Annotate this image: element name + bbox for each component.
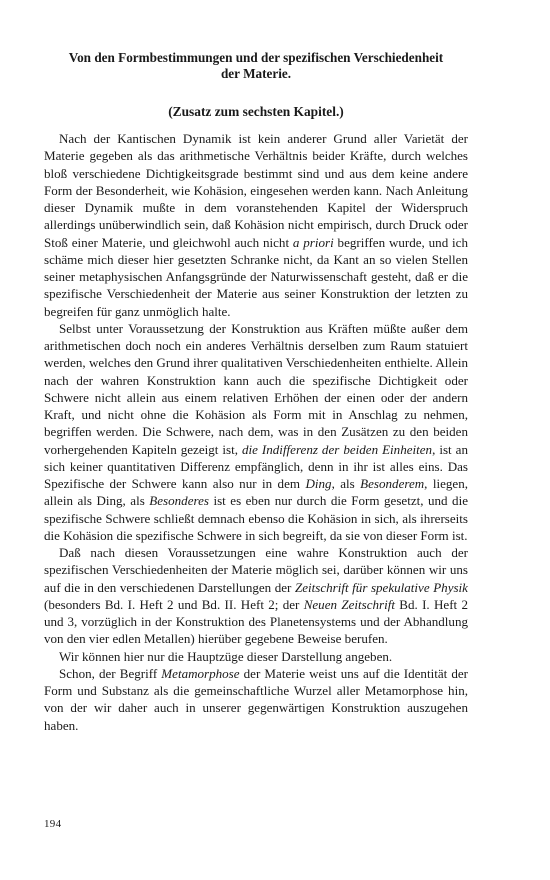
text-run: , liegen, allein als Ding, als (44, 476, 468, 509)
text-run: Daß nach diesen Voraussetzungen eine wahre Konstruktion auch der spezifischen Verschiedenheiten der Materie möglich sei, darüber können wir uns auf die in den verschiedenen Darstellungen der (44, 545, 468, 595)
page-number: 194 (44, 818, 62, 830)
paragraph (44, 320, 468, 544)
text-run: Bd. I. Heft 2 und 3, vorzüglich in der Konstruktion des Planetensystems und der Abhandlung von den vier edlen Metallen) hierüber gegebene Beweise berufen. (44, 596, 468, 647)
text-run: (besonders Bd. I. Heft 2 und Bd. II. Heft 2; der (44, 596, 304, 612)
italic-run: Zeitschrift für spekulative Physik (294, 579, 468, 595)
paragraph (44, 130, 468, 320)
italic-run: die Indifferenz der beiden Einheiten (241, 441, 433, 457)
italic-run: Besonderes (149, 493, 209, 509)
italic-run: Metamorphose (161, 665, 240, 681)
text-run: , als (331, 476, 361, 491)
heading-line-2: der Materie. (220, 66, 292, 81)
text-run: der Materie weist uns auf die Identität der Form und Substanz als die gemeinschaftliche Wurzel aller Metamorphose hin, von der wir daher auch in unserer gegenwärtigen Konstruktion auszugehen haben. (44, 665, 468, 733)
text-run: Schon, der Begriff (59, 665, 162, 681)
text-run: , ist an sich keiner quantitativen Differenz empfänglich, denn in ihr ist alles eins. Das Spezifische der Schwere kann also nur in dem (44, 441, 468, 491)
text-run: Selbst unter Voraussetzung der Konstruktion aus Kräften müßte außer dem arithmetischen doch noch ein anderes Verhältnis derselben zum Raum statuiert werden, welches den Grund ihrer qualitativen Verschiedenheiten enthielte. Allein nach der wahren Konstruktion kann auch die spezifische Dichtigkeit oder Schwere nicht allein aus einem relativen Erhöhen der einen oder der andern Kraft, und nicht ohne die Kohäsion als Form mit in Anschlag zu nehmen, begriffen werden. Die Schwere, nach dem, was in den Zusätzen zu den beiden vorhergehenden Kapiteln gezeigt ist, (44, 320, 468, 457)
page-content (44, 50, 468, 734)
paragraph (44, 648, 468, 665)
paragraph (44, 665, 468, 734)
italic-run: Ding (305, 476, 332, 491)
text-run: begriffen wurde, und ich schäme mich dieser hier gesetzten Schranke nicht, da Kant an so vielen Stellen seiner metaphysischen Anfangsgründe der Naturwissenschaft gesteht, daß er die spezifische Verschiedenheit der Materie aus seiner Konstruktion der letzten zu begreifen für ganz unmöglich halte. (44, 234, 468, 319)
text-run: Nach der Kantischen Dynamik ist kein anderer Grund aller Varietät der Materie gegeben als das arithmetische Verhältnis beider Kräfte, durch welches bloß verschiedene Dichtigkeitsgrade bestimmt sind und aus dem keine andere Form der Besonderheit, wie Kohäsion, eingesehen werden kann. Nach Anleitung dieser Dynamik mußte in dem voranstehenden Kapitel der Widerspruch allerdings unüberwindlich sein, daß Kohäsion nicht empirisch, durch Druck oder Stoß einer Materie, und gleichwohl auch nicht (44, 131, 468, 250)
paragraph (44, 544, 468, 648)
text-run: ist es eben nur durch die Form gesetzt, und die spezifische Schwere schließt demnach ebenso die Kohäsion in sich, als ihrerseits die Kohäsion die spezifische Schwere in sich begreift, da sie von dieser Form ist. (44, 493, 469, 543)
body-text (44, 130, 468, 734)
chapter-subheading: (Zusatz zum sechsten Kapitel.) (168, 104, 344, 119)
chapter-heading (44, 50, 468, 82)
italic-run: Besonderem (360, 476, 425, 491)
italic-run: Neuen Zeitschrift (303, 596, 395, 612)
text-run: Wir können hier nur die Hauptzüge dieser Darstellung angeben. (59, 648, 393, 664)
heading-line-1: Von den Formbestimmungen und der spezifischen Verschiedenheit (68, 50, 444, 65)
italic-run: a priori (292, 234, 334, 250)
